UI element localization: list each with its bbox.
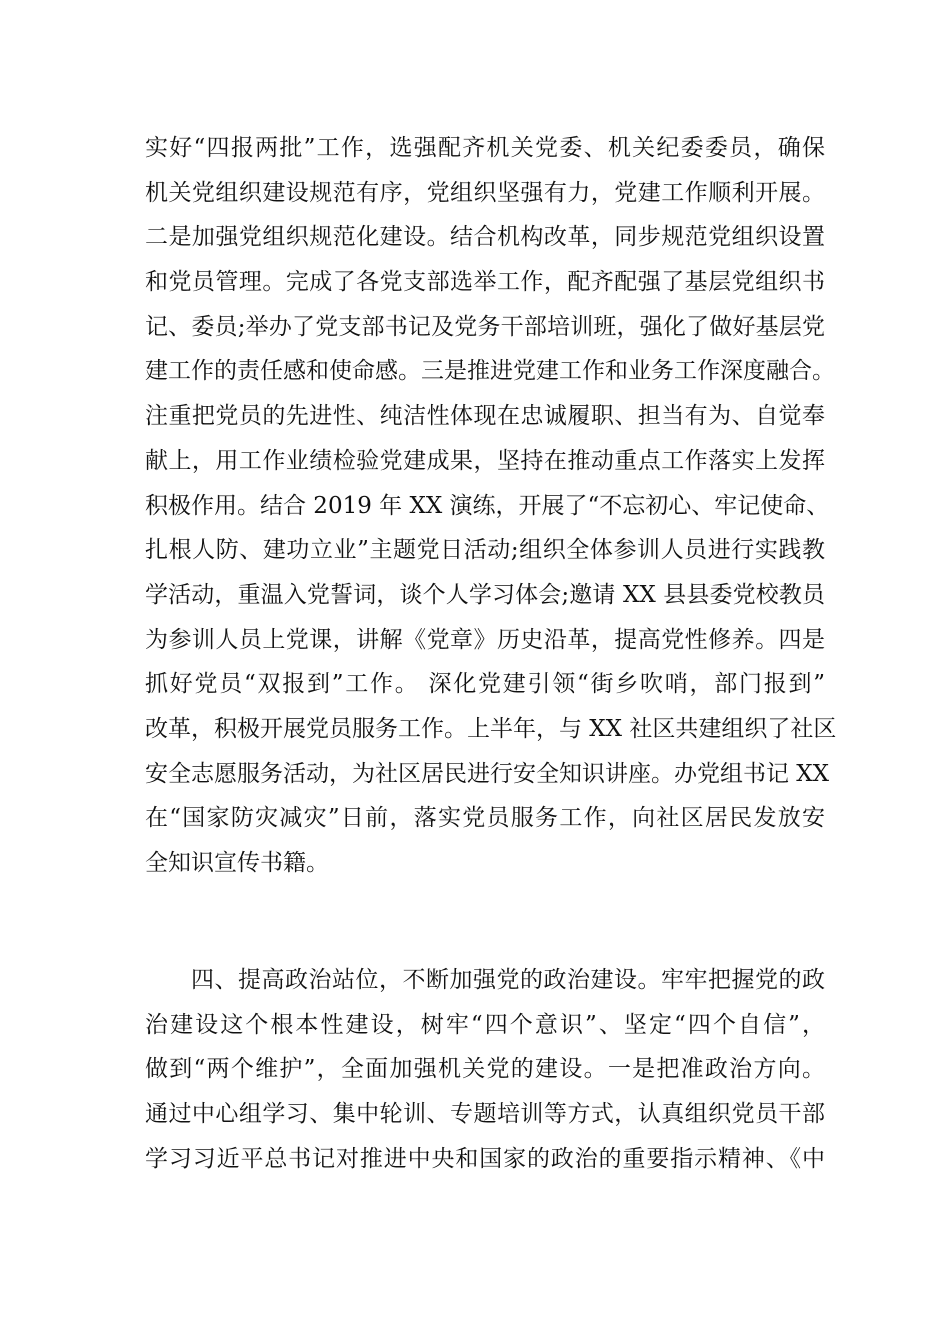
text-line: 做到“两个维护”，全面加强机关党的建设。一是把准政治方向。	[145, 1056, 825, 1083]
text-line: 治建设这个根本性建设，树牢“四个意识”、坚定“四个自信”，	[145, 1011, 825, 1038]
text-line: 抓好党员“双报到”工作。 深化党建引领“街乡吹哨，部门报到”	[145, 671, 825, 698]
text-line: 积极作用。结合 2019 年 XX 演练，开展了“不忘初心、牢记使命、	[145, 492, 830, 519]
paragraph-political-building	[145, 958, 825, 1181]
text-line: 建工作的责任感和使命感。三是推进党建工作和业务工作深度融合。	[145, 358, 835, 385]
text-line: 和党员管理。完成了各党支部选举工作，配齐配强了基层党组织书	[145, 269, 825, 296]
text-line: 改革，积极开展党员服务工作。上半年，与 XX 社区共建组织了社区	[145, 715, 837, 742]
text-line: 实好“四报两批”工作，选强配齐机关党委、机关纪委委员，确保	[145, 135, 825, 161]
text-line: 为参训人员上党课，讲解《党章》历史沿革，提高党性修养。四是	[145, 626, 825, 653]
paragraph-party-building	[145, 126, 837, 886]
text-line: 学习习近平总书记对推进中央和国家的政治的重要指示精神、《中	[145, 1145, 825, 1172]
text-line: 献上，用工作业绩检验党建成果，坚持在推动重点工作落实上发挥	[145, 447, 825, 474]
text-line: 扎根人防、建功立业”主题党日活动;组织全体参训人员进行实践教	[145, 537, 825, 564]
text-line: 记、委员;举办了党支部书记及党务干部培训班，强化了做好基层党	[145, 313, 825, 340]
text-line: 通过中心组学习、集中轮训、专题培训等方式，认真组织党员干部	[145, 1101, 825, 1128]
text-line: 安全志愿服务活动，为社区居民进行安全知识讲座。办党组书记 XX	[145, 760, 830, 787]
text-line: 二是加强党组织规范化建设。结合机构改革，同步规范党组织设置	[145, 224, 825, 251]
text-line: 在“国家防灾减灾”日前，落实党员服务工作，向社区居民发放安	[145, 805, 825, 832]
text-line: 全知识宣传书籍。	[145, 850, 329, 876]
text-line: 机关党组织建设规范有序，党组织坚强有力，党建工作顺利开展。	[145, 179, 825, 206]
text-line: 四、提高政治站位，不断加强党的政治建设。牢牢把握党的政	[191, 967, 825, 993]
text-line: 学活动，重温入党誓词，谈个人学习体会;邀请 XX 县县委党校教员	[145, 581, 825, 608]
text-line: 注重把党员的先进性、纯洁性体现在忠诚履职、担当有为、自觉奉	[145, 403, 825, 430]
